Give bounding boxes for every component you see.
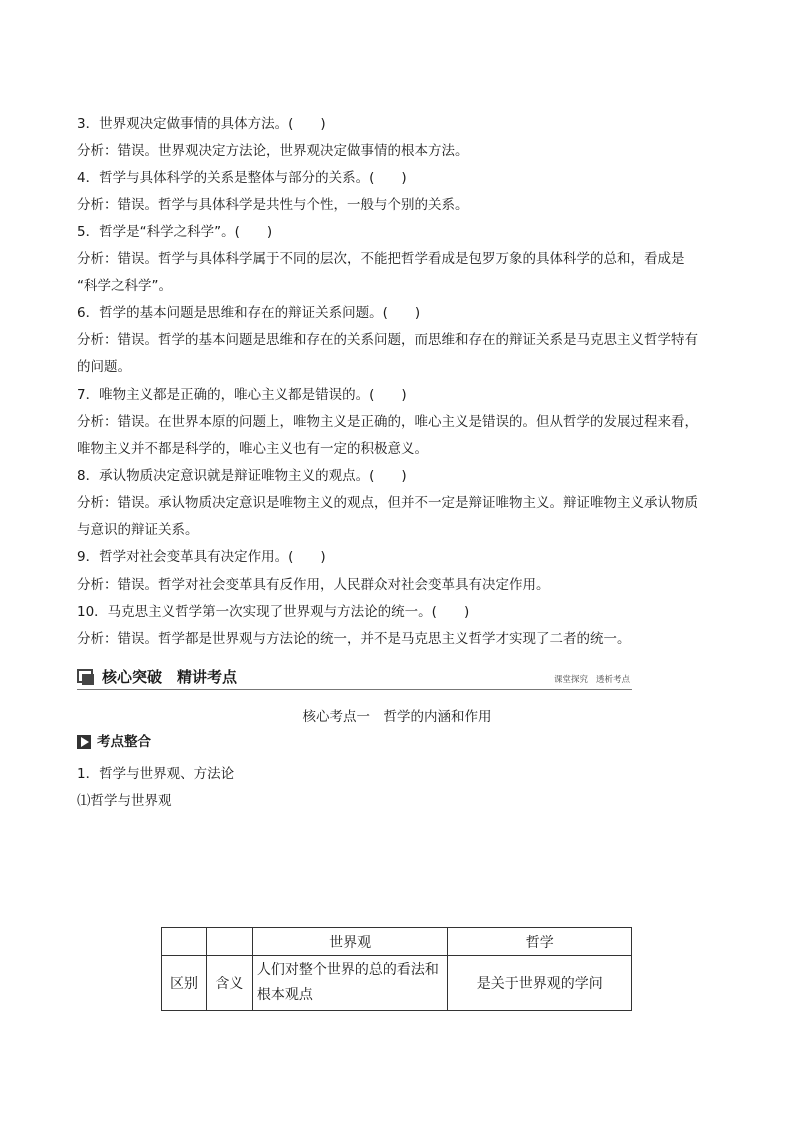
question-8: 8．承认物质决定意识就是辩证唯物主义的观点。( ) xyxy=(77,468,407,484)
comparison-table xyxy=(161,927,632,1011)
table-cell-philosophy: 是关于世界观的学问 xyxy=(448,956,632,1011)
analysis-5: 分析：错误。哲学与具体科学属于不同的层次，不能把哲学看成是包罗万象的具体科学的总和，看成是 xyxy=(77,251,685,267)
table-row xyxy=(162,956,632,1011)
question-10: 10．马克思主义哲学第一次实现了世界观与方法论的统一。( ) xyxy=(77,604,470,620)
question-3: 3．世界观决定做事情的具体方法。( ) xyxy=(77,116,326,132)
section-title: 核心突破 精讲考点 xyxy=(102,668,238,686)
table-cell-worldview: 人们对整个世界的总的看法和根本观点 xyxy=(252,956,448,1011)
analysis-5-cont: “科学之科学”。 xyxy=(77,278,172,294)
analysis-10: 分析：错误。哲学都是世界观与方法论的统一，并不是马克思主义哲学才实现了二者的统一。 xyxy=(77,631,631,647)
sub-heading-label: 考点整合 xyxy=(97,734,151,750)
question-7: 7．唯物主义都是正确的，唯心主义都是错误的。( ) xyxy=(77,387,407,403)
question-9: 9．哲学对社会变革具有决定作用。( ) xyxy=(77,549,326,565)
section-header xyxy=(77,667,632,690)
section-tag: 课堂探究 xyxy=(553,675,588,685)
analysis-7: 分析：错误。在世界本原的问题上，唯物主义是正确的，唯心主义是错误的。但从哲学的发展过程来看， xyxy=(77,414,698,430)
analysis-9: 分析：错误。哲学对社会变革具有反作用，人民群众对社会变革具有决定作用。 xyxy=(77,577,550,593)
question-4: 4．哲学与具体科学的关系是整体与部分的关系。( ) xyxy=(77,170,407,186)
analysis-3: 分析：错误。世界观决定方法论，世界观决定做事情的根本方法。 xyxy=(77,143,469,159)
analysis-4: 分析：错误。哲学与具体科学是共性与个性，一般与个别的关系。 xyxy=(77,197,469,213)
section-icon xyxy=(77,669,93,683)
section-tags xyxy=(554,673,630,685)
table-cell-empty xyxy=(206,928,252,956)
analysis-6: 分析：错误。哲学的基本问题是思维和存在的关系问题，而思维和存在的辩证关系是马克思主义哲学特有 xyxy=(77,332,698,348)
topic-title: 核心考点一 哲学的内涵和作用 xyxy=(302,709,492,725)
analysis-8: 分析：错误。承认物质决定意识是唯物主义的观点，但并不一定是辩证唯物主义。辩证唯物主义承认物质 xyxy=(77,495,698,511)
question-5: 5．哲学是“科学之科学”。( ) xyxy=(77,224,273,240)
analysis-8-cont: 与意识的辩证关系。 xyxy=(77,522,199,538)
item-1-sub: ⑴哲学与世界观 xyxy=(77,793,172,809)
section-tag: 透析考点 xyxy=(595,675,630,685)
table-header-worldview: 世界观 xyxy=(252,928,448,956)
table-cell-empty xyxy=(162,928,207,956)
play-icon xyxy=(77,735,91,749)
question-6: 6．哲学的基本问题是思维和存在的辩证关系问题。( ) xyxy=(77,305,421,321)
item-1: 1．哲学与世界观、方法论 xyxy=(77,766,235,782)
sub-heading xyxy=(77,733,151,751)
analysis-7-cont: 唯物主义并不都是科学的，唯心主义也有一定的积极意义。 xyxy=(77,441,428,457)
analysis-6-cont: 的问题。 xyxy=(77,359,131,375)
table-header-philosophy: 哲学 xyxy=(448,928,632,956)
table-row-sublabel: 含义 xyxy=(206,956,252,1011)
table-header-row xyxy=(162,928,632,956)
table-row-label: 区别 xyxy=(162,956,207,1011)
